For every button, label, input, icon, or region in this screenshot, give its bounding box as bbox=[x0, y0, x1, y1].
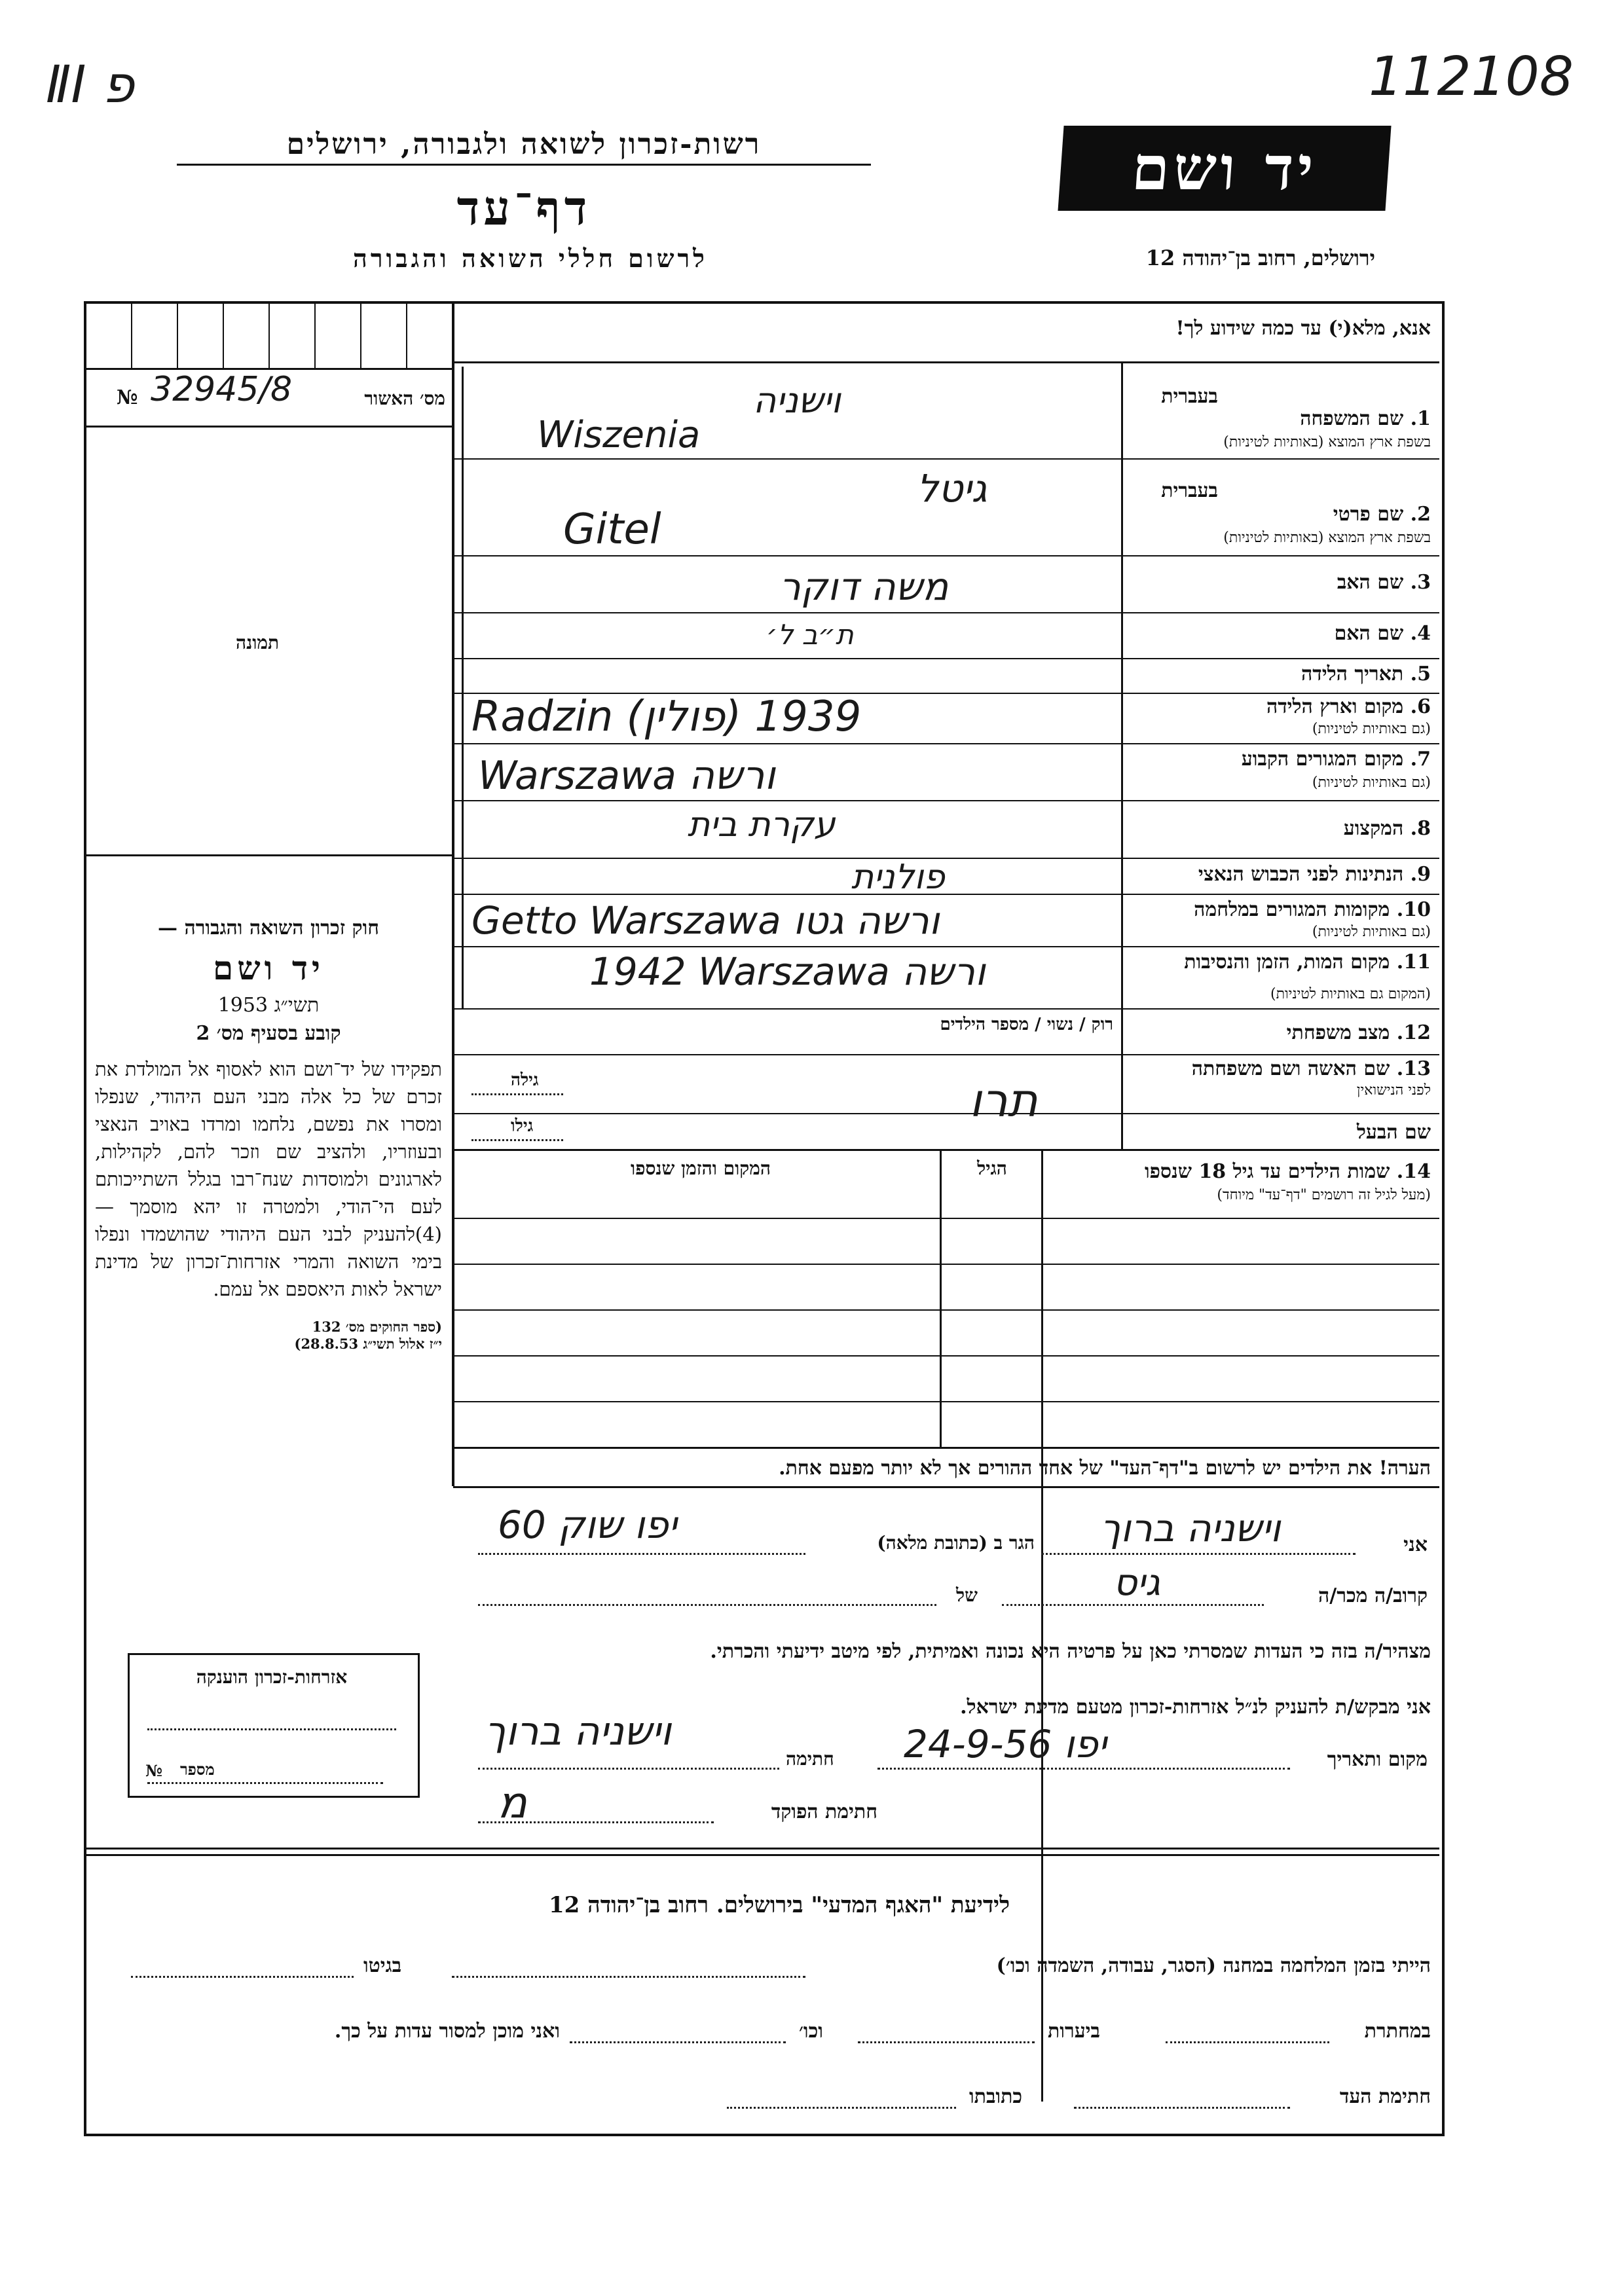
registration-cells bbox=[85, 302, 452, 368]
authority-name: רשות-זכרון לשואה ולגבורה, ירושלים bbox=[177, 128, 871, 166]
field-6-sub: (גם באותיות לטיניות) bbox=[1312, 721, 1431, 737]
declarant-signature: וישניה ברוך bbox=[485, 1709, 672, 1755]
field-9-label: 9. הנתינות לפני הכבוש הנאצי bbox=[1198, 863, 1431, 886]
field-11-value: 1942 Warszawa ורשה bbox=[589, 949, 986, 994]
field-2-value-latin: Gitel bbox=[563, 505, 661, 554]
field-3-value: משה דוקר bbox=[779, 564, 949, 609]
children-col-place: המקום והזמן שנספו bbox=[631, 1157, 771, 1179]
field-1-value-latin: Wiszenia bbox=[537, 414, 701, 456]
field-7-sub: (גם באותיות לטיניות) bbox=[1312, 774, 1431, 791]
resides-label: הגר ב (כתובת מלאה) bbox=[877, 1532, 1035, 1554]
children-label: 14. שמות הילדים עד גיל 18 שנספו bbox=[1144, 1160, 1431, 1183]
bottom-line2-a: במחתרת bbox=[1364, 2020, 1431, 2043]
officer-signature: מ‍ bbox=[498, 1777, 527, 1828]
bottom-line2-b: ביערות bbox=[1048, 2020, 1101, 2043]
citizenship-title: אזרחות-זכרון הוענקה bbox=[196, 1666, 348, 1688]
field-8-label: 8. המקצוע bbox=[1343, 817, 1431, 840]
field-11-sub: (המקום גם באותיות לטיניות) bbox=[1270, 986, 1431, 1002]
declarant-ani-label: אני bbox=[1403, 1533, 1428, 1556]
citizenship-number-label: מספר bbox=[180, 1760, 215, 1779]
field-2-sub: בשפת ארץ המוצא (באותיות לטיניות) bbox=[1223, 530, 1431, 546]
law-source-1: (ספר החוקים מס׳ 132 bbox=[312, 1319, 442, 1335]
field-1-tag: בעברית bbox=[1161, 385, 1218, 408]
form-subtitle: לרשום חללי השואה והגבורה bbox=[353, 244, 708, 273]
field-2-value: גיטל bbox=[917, 466, 987, 511]
yad-vashem-logo: יד ושם bbox=[1058, 126, 1391, 211]
field-10-sub: (גם באותיות לטיניות) bbox=[1312, 924, 1431, 940]
field-husband-label: שם הבעל bbox=[1356, 1121, 1431, 1144]
law-clause: קובע בסעיף מס׳ 2 bbox=[196, 1022, 341, 1045]
archive-number: 112108 bbox=[1369, 46, 1574, 108]
form-title: דף־עד bbox=[456, 180, 591, 236]
officer-label: חתימת הפוקד bbox=[771, 1800, 877, 1823]
relation-label: קרוב/ה מכר/ה bbox=[1318, 1584, 1428, 1607]
field-11-label: 11. מקום המות, הזמן והנסיבות bbox=[1184, 951, 1431, 974]
photo-label: תמונה bbox=[236, 632, 280, 653]
bottom-line2-c: וכו׳ bbox=[799, 2020, 823, 2043]
field-13-sub: לפני הנישואין bbox=[1356, 1082, 1431, 1099]
bottom-line1-a: הייתי בזמן המלחמה במחנה (הסגר, עבודה, השמדה וכו׳) bbox=[996, 1954, 1431, 1977]
field-12-label: 12. מצב משפחתי bbox=[1286, 1021, 1431, 1044]
husband-signature-mark: תרו bbox=[969, 1074, 1038, 1127]
field-4-label: 4. שם האם bbox=[1334, 622, 1431, 645]
citizenship-no-mark: № bbox=[145, 1761, 163, 1780]
declarant-name: וישניה ברוך bbox=[1100, 1506, 1281, 1550]
note: הערה! את הילדים יש לרשום ב"דף־העד" של אחד ההורים אך לא יותר מפעם אחת. bbox=[779, 1457, 1431, 1480]
field-10-value: Getto Warszawa ורשה גטו bbox=[471, 898, 940, 943]
intro-text: אנא, מלא(י) עד כמה שידוע לך! bbox=[1175, 317, 1431, 340]
field-4-value: ת״ב ל׳ bbox=[766, 619, 854, 651]
law-name: יד ושם bbox=[213, 949, 324, 987]
field-8-value: עקרת בית bbox=[688, 805, 836, 845]
bottom-line3-b: כתובתו bbox=[969, 2085, 1023, 2108]
law-body: תפקידו של יד־ושם הוא לאסוף אל המולדת את זכרם של כל אלה מבני העם היהודי, שנפלו ומסרו את נפשם, נלחמו ומרדו באויב הנאצי ובעוזריו, ולהציב שם וזכר להם, לקהילות, לארגונים ולמוסדות שנח־רבו בגלל השתייכותם לעם הי־הודי, ולמטרה זו יהא מוסמך — (4)להעניק לבני העם היהודי שהושמדו ונפלו בימי השואה והמרי אזרחות־זכרון של מדינת ישראל לאות היאספם אל עמם. bbox=[95, 1058, 442, 1300]
field-2-tag: בעברית bbox=[1161, 479, 1218, 502]
law-heading: חוק זכרון השואה והגבורה — bbox=[158, 917, 379, 939]
registration-number: 32945/8 bbox=[151, 370, 293, 409]
declaration-text: מצהיר/ה בזה כי העדות שמסרתי כאן על פרטיה היא נכונה ואמיתית, לפי מיטב ידיעתי והכרתי. bbox=[710, 1640, 1431, 1663]
of-label: של bbox=[956, 1584, 978, 1606]
law-source-2: י״ז אלול תשי״ג 28.8.53) bbox=[294, 1336, 442, 1352]
field-13-label: 13. שם האשה ושם משפחתה bbox=[1191, 1057, 1431, 1080]
field-1-sub: בשפת ארץ המוצא (באותיות לטיניות) bbox=[1223, 434, 1431, 450]
request-text: אני מבקש/ת להעניק לנ״ל אזרחות-זכרון מטעם מדינת ישראל. bbox=[960, 1696, 1431, 1719]
bottom-line3-a: חתימת העד bbox=[1339, 2085, 1431, 2108]
field-1-label: 1. שם המשפחה bbox=[1300, 407, 1431, 430]
field-3-label: 3. שם האב bbox=[1337, 571, 1431, 594]
registration-no-mark: № bbox=[117, 386, 138, 409]
field-13-value-label: גילה bbox=[511, 1070, 539, 1090]
declarant-address: יפו שוק 60 bbox=[498, 1503, 677, 1547]
bottom-title: לידיעת "האגף המדעי" בירושלים. רחוב בן־יהודה 12 bbox=[549, 1892, 1010, 1918]
field-5-label: 5. תאריך הלידה bbox=[1301, 663, 1431, 685]
field-2-label: 2. שם פרטי bbox=[1333, 503, 1431, 526]
field-6-value: Radzin (פולין) 1939 bbox=[471, 693, 862, 741]
signature-label: חתימה bbox=[786, 1748, 834, 1770]
address: ירושלים, רחוב בן־יהודה 12 bbox=[1145, 246, 1375, 270]
field-12-options: רוק / נשוי / מספר הילדים bbox=[940, 1015, 1113, 1034]
field-7-label: 7. מקום המגורים הקבוע bbox=[1241, 748, 1431, 771]
place-date-label: מקום ותאריך bbox=[1327, 1748, 1428, 1771]
registration-label: מס׳ האשור bbox=[364, 388, 445, 409]
field-6-label: 6. מקום וארץ הלידה bbox=[1266, 695, 1431, 718]
field-1-value: וישניה bbox=[753, 380, 841, 421]
law-year: תשי״ג 1953 bbox=[217, 994, 320, 1017]
bottom-line2-d: ואני מוכן למסור עדות על כך. bbox=[334, 2020, 560, 2043]
children-sub: (מעל לגיל זה רושמים "דף־עד" מיוחד) bbox=[1217, 1187, 1431, 1203]
law-box bbox=[95, 917, 442, 1353]
field-10-label: 10. מקומות המגורים במלחמה bbox=[1194, 898, 1431, 921]
husband-value-label: גילו bbox=[511, 1116, 534, 1136]
declarant-relation: גיס bbox=[1113, 1561, 1160, 1604]
place-date-value: יפו 24-9-56 bbox=[904, 1722, 1107, 1766]
children-col-age: הגיל bbox=[977, 1157, 1007, 1179]
field-7-value: Warszawa ורשה bbox=[478, 753, 775, 799]
bottom-line1-b: בגיטו bbox=[363, 1954, 402, 1977]
top-left-mark: ⅡI פ bbox=[46, 56, 134, 115]
field-9-value: פולנית bbox=[851, 858, 945, 897]
